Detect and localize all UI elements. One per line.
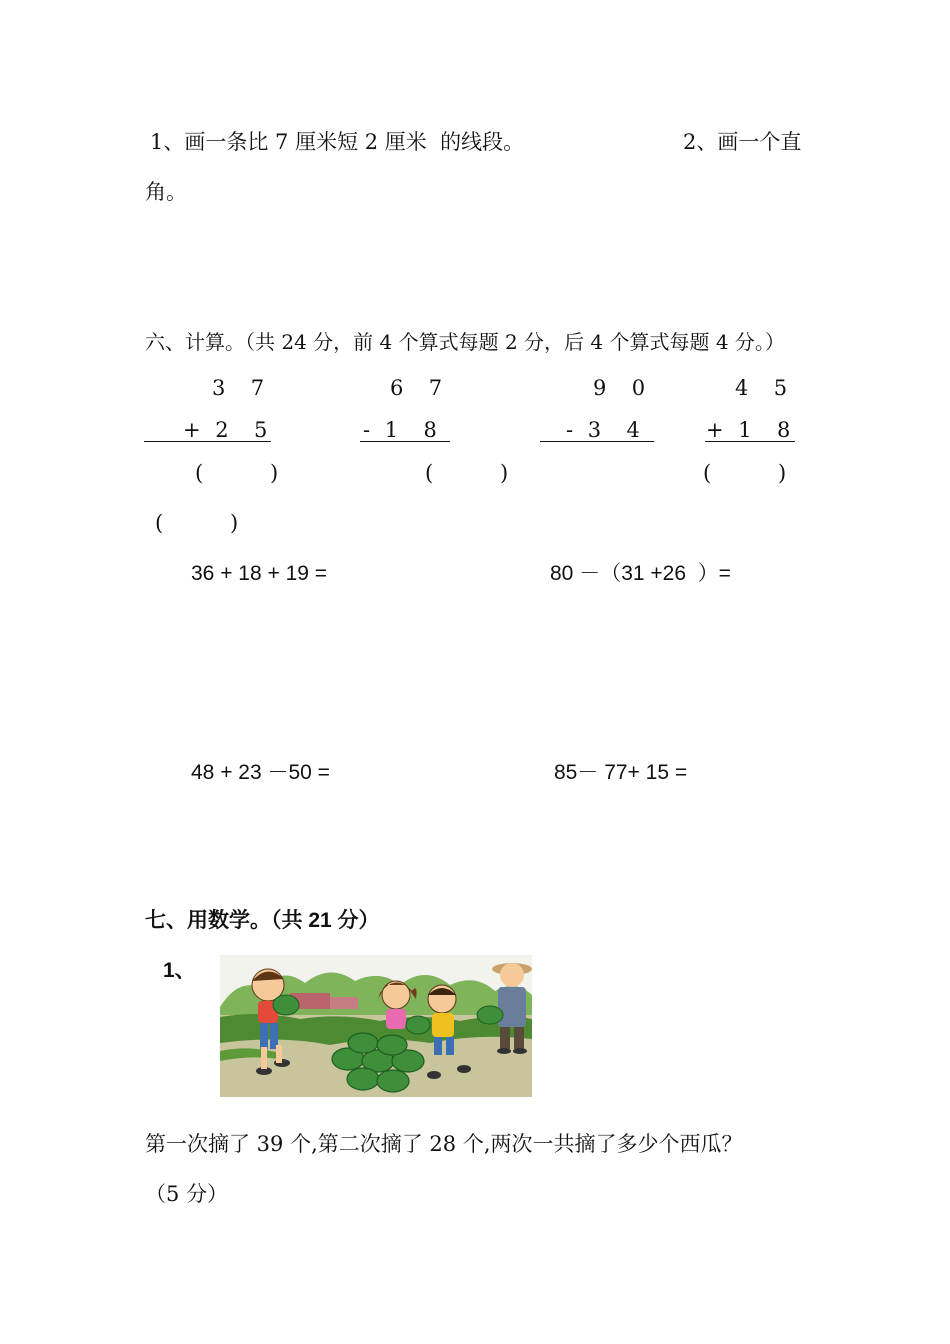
vertical-calc-3-top: 9 0 [593, 376, 650, 400]
vertical-calc-3-line [540, 441, 654, 442]
vertical-calc-2-answer: ( ) [425, 461, 509, 485]
watermelon-harvest-icon [220, 955, 532, 1097]
vertical-calc-1-line [144, 441, 271, 442]
vertical-calc-1-answer: ( ) [195, 461, 279, 485]
vertical-calc-3-bottom: - 3 4 [566, 418, 644, 442]
question-draw-right-angle-cont: 角。 [145, 180, 187, 204]
vertical-calc-3-answer-wrapped: ( ) [155, 511, 239, 535]
question-draw-segment: 1、画一条比 7 厘米短 2 厘米 的线段。 [150, 130, 525, 154]
vertical-calc-4-line [705, 441, 795, 442]
question-1-score: （5 分） [145, 1182, 229, 1206]
watermelon-harvest-illustration [220, 955, 532, 1097]
equation-3: 48 + 23 －50 = [191, 761, 330, 784]
question-draw-right-angle: 2、画一个直 [683, 130, 802, 154]
vertical-calc-3-answer: ( ) [703, 461, 787, 485]
section-6-title: 六、计算。（共 24 分，前 4 个算式每题 2 分，后 4 个算式每题 4 分。） [145, 330, 785, 354]
equation-1: 36 + 18 + 19 = [191, 562, 328, 585]
vertical-calc-2-top: 6 7 [390, 376, 447, 400]
equation-2: 80 －（31 +26 ）= [550, 562, 731, 585]
question-1-text: 第一次摘了 39 个,第二次摘了 28 个,两次一共摘了多少个西瓜？ [145, 1132, 743, 1156]
vertical-calc-1-bottom: + 2 5 [183, 418, 272, 442]
vertical-calc-1-top: 3 7 [212, 376, 269, 400]
vertical-calc-4-bottom: + 1 8 [706, 418, 795, 442]
vertical-calc-2-line [360, 441, 450, 442]
equation-4: 85－ 77+ 15 = [554, 761, 688, 784]
question-1-label: 1、 [163, 959, 196, 982]
vertical-calc-4-top: 4 5 [735, 376, 792, 400]
vertical-calc-2-bottom: - 1 8 [363, 418, 441, 442]
section-7-title: 七、用数学。（共 21 分） [145, 909, 380, 932]
